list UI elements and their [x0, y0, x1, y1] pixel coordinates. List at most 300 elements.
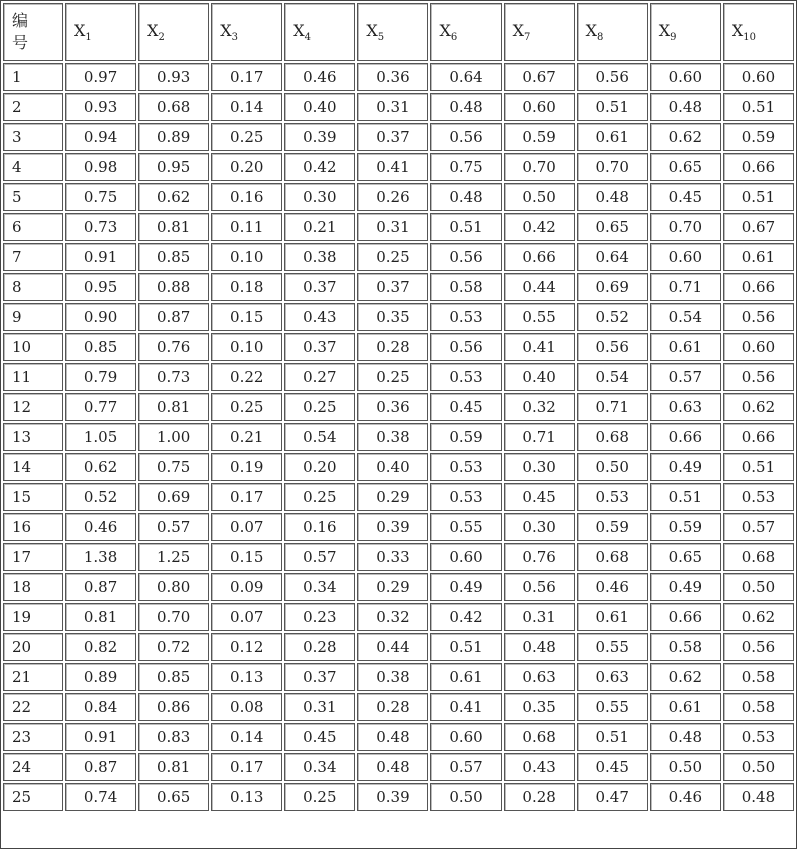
value-cell: 0.63	[577, 663, 648, 691]
value-cell: 0.61	[650, 333, 721, 361]
value-cell: 0.56	[504, 573, 575, 601]
row-id-cell: 22	[3, 693, 63, 721]
value-cell: 0.41	[430, 693, 501, 721]
column-header-x4	[284, 3, 355, 61]
value-cell: 0.44	[357, 633, 428, 661]
value-cell: 0.36	[357, 393, 428, 421]
value-cell: 0.67	[504, 63, 575, 91]
table-row	[3, 513, 794, 541]
value-cell: 0.07	[211, 603, 282, 631]
value-cell: 0.66	[650, 423, 721, 451]
value-cell: 0.87	[138, 303, 209, 331]
column-header-base: X	[366, 20, 378, 40]
value-cell: 0.29	[357, 483, 428, 511]
value-cell: 0.45	[430, 393, 501, 421]
value-cell: 0.55	[577, 633, 648, 661]
value-cell: 0.32	[504, 393, 575, 421]
value-cell: 0.71	[504, 423, 575, 451]
row-id-cell: 20	[3, 633, 63, 661]
value-cell: 0.93	[65, 93, 136, 121]
value-cell: 0.38	[357, 663, 428, 691]
value-cell: 0.30	[504, 453, 575, 481]
index-header-cell	[3, 3, 63, 61]
row-id-cell: 19	[3, 603, 63, 631]
value-cell: 0.64	[577, 243, 648, 271]
value-cell: 0.62	[65, 453, 136, 481]
value-cell: 0.27	[284, 363, 355, 391]
value-cell: 0.66	[723, 153, 794, 181]
value-cell: 0.85	[138, 243, 209, 271]
row-id-cell: 12	[3, 393, 63, 421]
column-header-subscript: 3	[231, 32, 238, 44]
value-cell: 0.70	[577, 153, 648, 181]
value-cell: 0.70	[650, 213, 721, 241]
column-header-base: X	[220, 20, 232, 40]
value-cell: 0.68	[138, 93, 209, 121]
value-cell: 0.76	[504, 543, 575, 571]
value-cell: 0.57	[284, 543, 355, 571]
row-id-cell: 18	[3, 573, 63, 601]
column-header-subscript: 6	[450, 32, 458, 44]
table-row	[3, 273, 794, 301]
value-cell: 0.60	[430, 543, 501, 571]
value-cell: 0.59	[650, 513, 721, 541]
value-cell: 0.61	[577, 603, 648, 631]
value-cell: 0.61	[430, 663, 501, 691]
value-cell: 0.59	[504, 123, 575, 151]
value-cell: 0.30	[504, 513, 575, 541]
column-header-base: X	[658, 20, 671, 40]
value-cell: 0.87	[65, 573, 136, 601]
table-row	[3, 93, 794, 121]
table-row	[3, 693, 794, 721]
value-cell: 0.60	[650, 63, 721, 91]
value-cell: 0.84	[65, 693, 136, 721]
value-cell: 1.38	[65, 543, 136, 571]
value-cell: 1.00	[138, 423, 209, 451]
column-header-subscript: 4	[304, 32, 312, 44]
column-header-x5	[357, 3, 428, 61]
column-header-base: X	[439, 20, 451, 40]
value-cell: 0.60	[504, 93, 575, 121]
value-cell: 0.88	[138, 273, 209, 301]
column-header-subscript: 1	[85, 32, 92, 44]
value-cell: 0.32	[357, 603, 428, 631]
value-cell: 0.19	[211, 453, 282, 481]
value-cell: 0.39	[357, 513, 428, 541]
value-cell: 0.56	[430, 333, 501, 361]
value-cell: 0.16	[284, 513, 355, 541]
value-cell: 0.46	[65, 513, 136, 541]
value-cell: 0.65	[577, 213, 648, 241]
table-row	[3, 723, 794, 751]
value-cell: 0.90	[65, 303, 136, 331]
value-cell: 0.75	[138, 453, 209, 481]
value-cell: 0.48	[577, 183, 648, 211]
table-row	[3, 213, 794, 241]
row-id-cell: 23	[3, 723, 63, 751]
value-cell: 0.58	[723, 663, 794, 691]
value-cell: 0.28	[284, 633, 355, 661]
value-cell: 0.07	[211, 513, 282, 541]
value-cell: 0.41	[504, 333, 575, 361]
value-cell: 0.60	[723, 333, 794, 361]
value-cell: 0.71	[577, 393, 648, 421]
table-row	[3, 633, 794, 661]
value-cell: 0.21	[211, 423, 282, 451]
value-cell: 0.69	[138, 483, 209, 511]
row-id-cell: 10	[3, 333, 63, 361]
value-cell: 0.37	[284, 333, 355, 361]
value-cell: 0.62	[723, 393, 794, 421]
value-cell: 0.08	[211, 693, 282, 721]
value-cell: 0.46	[650, 783, 721, 811]
row-id-cell: 3	[3, 123, 63, 151]
column-header-x9	[650, 3, 721, 61]
value-cell: 0.81	[138, 213, 209, 241]
value-cell: 0.66	[504, 243, 575, 271]
value-cell: 0.59	[430, 423, 501, 451]
index-header-label: 编号	[12, 11, 29, 52]
column-header-x2	[138, 3, 209, 61]
value-cell: 0.14	[211, 723, 282, 751]
table-row	[3, 483, 794, 511]
value-cell: 0.66	[723, 273, 794, 301]
table-row	[3, 423, 794, 451]
value-cell: 0.10	[211, 333, 282, 361]
value-cell: 0.48	[650, 723, 721, 751]
value-cell: 0.45	[577, 753, 648, 781]
value-cell: 0.85	[138, 663, 209, 691]
value-cell: 0.10	[211, 243, 282, 271]
value-cell: 0.25	[284, 783, 355, 811]
table-row	[3, 543, 794, 571]
value-cell: 0.25	[284, 483, 355, 511]
value-cell: 0.65	[138, 783, 209, 811]
column-header-x3	[211, 3, 282, 61]
value-cell: 0.31	[504, 603, 575, 631]
table-row	[3, 123, 794, 151]
value-cell: 0.86	[138, 693, 209, 721]
value-cell: 0.13	[211, 663, 282, 691]
value-cell: 0.57	[650, 363, 721, 391]
value-cell: 0.95	[138, 153, 209, 181]
data-table	[1, 1, 796, 813]
value-cell: 0.62	[650, 123, 721, 151]
value-cell: 0.63	[650, 393, 721, 421]
column-header-x1	[65, 3, 136, 61]
value-cell: 0.50	[577, 453, 648, 481]
value-cell: 0.53	[430, 483, 501, 511]
value-cell: 0.81	[138, 393, 209, 421]
value-cell: 0.15	[211, 543, 282, 571]
value-cell: 0.13	[211, 783, 282, 811]
value-cell: 1.25	[138, 543, 209, 571]
value-cell: 0.48	[430, 183, 501, 211]
value-cell: 0.68	[577, 423, 648, 451]
value-cell: 0.64	[430, 63, 501, 91]
value-cell: 0.61	[577, 123, 648, 151]
value-cell: 0.22	[211, 363, 282, 391]
value-cell: 0.09	[211, 573, 282, 601]
row-id-cell: 6	[3, 213, 63, 241]
value-cell: 0.34	[284, 573, 355, 601]
value-cell: 0.49	[430, 573, 501, 601]
value-cell: 0.62	[650, 663, 721, 691]
row-id-cell: 1	[3, 63, 63, 91]
value-cell: 0.59	[577, 513, 648, 541]
column-header-subscript: 9	[670, 32, 677, 44]
column-header-base: X	[74, 20, 86, 40]
value-cell: 0.28	[357, 693, 428, 721]
value-cell: 0.70	[138, 603, 209, 631]
value-cell: 0.75	[430, 153, 501, 181]
header-row	[3, 3, 794, 61]
value-cell: 0.48	[357, 723, 428, 751]
table-row	[3, 333, 794, 361]
table-row	[3, 153, 794, 181]
value-cell: 0.29	[357, 573, 428, 601]
value-cell: 0.56	[723, 363, 794, 391]
value-cell: 0.46	[284, 63, 355, 91]
value-cell: 0.54	[577, 363, 648, 391]
value-cell: 0.54	[650, 303, 721, 331]
value-cell: 0.81	[138, 753, 209, 781]
value-cell: 0.25	[357, 363, 428, 391]
value-cell: 0.58	[650, 633, 721, 661]
value-cell: 0.61	[723, 243, 794, 271]
value-cell: 0.91	[65, 723, 136, 751]
value-cell: 0.25	[211, 393, 282, 421]
value-cell: 0.46	[577, 573, 648, 601]
value-cell: 0.43	[284, 303, 355, 331]
value-cell: 0.66	[650, 603, 721, 631]
value-cell: 0.37	[284, 273, 355, 301]
table-row	[3, 363, 794, 391]
value-cell: 0.28	[504, 783, 575, 811]
value-cell: 0.56	[430, 123, 501, 151]
value-cell: 0.48	[357, 753, 428, 781]
value-cell: 0.74	[65, 783, 136, 811]
value-cell: 0.37	[357, 123, 428, 151]
value-cell: 0.97	[65, 63, 136, 91]
value-cell: 0.57	[430, 753, 501, 781]
value-cell: 0.34	[284, 753, 355, 781]
value-cell: 0.11	[211, 213, 282, 241]
value-cell: 0.70	[504, 153, 575, 181]
column-header-x6	[430, 3, 501, 61]
value-cell: 0.30	[284, 183, 355, 211]
value-cell: 0.51	[723, 453, 794, 481]
row-id-cell: 8	[3, 273, 63, 301]
value-cell: 0.40	[284, 93, 355, 121]
value-cell: 0.68	[577, 543, 648, 571]
row-id-cell: 5	[3, 183, 63, 211]
value-cell: 0.82	[65, 633, 136, 661]
value-cell: 0.50	[723, 753, 794, 781]
value-cell: 0.66	[723, 423, 794, 451]
value-cell: 0.44	[504, 273, 575, 301]
value-cell: 0.89	[138, 123, 209, 151]
value-cell: 0.17	[211, 483, 282, 511]
table-row	[3, 183, 794, 211]
value-cell: 0.60	[650, 243, 721, 271]
value-cell: 0.73	[65, 213, 136, 241]
value-cell: 0.73	[138, 363, 209, 391]
value-cell: 0.51	[723, 93, 794, 121]
value-cell: 0.48	[430, 93, 501, 121]
row-id-cell: 21	[3, 663, 63, 691]
value-cell: 0.31	[284, 693, 355, 721]
value-cell: 0.77	[65, 393, 136, 421]
value-cell: 0.50	[430, 783, 501, 811]
value-cell: 0.81	[65, 603, 136, 631]
table-row	[3, 393, 794, 421]
value-cell: 0.40	[504, 363, 575, 391]
value-cell: 0.53	[723, 483, 794, 511]
row-id-cell: 17	[3, 543, 63, 571]
value-cell: 0.55	[430, 513, 501, 541]
value-cell: 0.48	[650, 93, 721, 121]
value-cell: 0.42	[430, 603, 501, 631]
value-cell: 0.26	[357, 183, 428, 211]
row-id-cell: 13	[3, 423, 63, 451]
value-cell: 0.93	[138, 63, 209, 91]
value-cell: 0.18	[211, 273, 282, 301]
column-header-x7	[504, 3, 575, 61]
column-header-subscript: 7	[523, 32, 531, 44]
table-row	[3, 573, 794, 601]
value-cell: 0.38	[357, 423, 428, 451]
value-cell: 0.75	[65, 183, 136, 211]
column-header-base: X	[147, 20, 159, 40]
value-cell: 0.37	[284, 663, 355, 691]
value-cell: 0.45	[650, 183, 721, 211]
value-cell: 0.49	[650, 453, 721, 481]
value-cell: 0.43	[504, 753, 575, 781]
table-row	[3, 303, 794, 331]
value-cell: 0.60	[430, 723, 501, 751]
row-id-cell: 7	[3, 243, 63, 271]
column-header-subscript: 10	[743, 32, 756, 44]
value-cell: 0.23	[284, 603, 355, 631]
column-header-base: X	[585, 20, 598, 40]
value-cell: 0.45	[284, 723, 355, 751]
value-cell: 0.76	[138, 333, 209, 361]
value-cell: 0.55	[577, 693, 648, 721]
value-cell: 0.33	[357, 543, 428, 571]
column-header-x10	[723, 3, 794, 61]
value-cell: 0.53	[723, 723, 794, 751]
value-cell: 0.40	[357, 453, 428, 481]
row-id-cell: 25	[3, 783, 63, 811]
value-cell: 0.20	[211, 153, 282, 181]
value-cell: 0.56	[577, 63, 648, 91]
value-cell: 0.35	[357, 303, 428, 331]
table-row	[3, 603, 794, 631]
value-cell: 0.35	[504, 693, 575, 721]
row-id-cell: 11	[3, 363, 63, 391]
value-cell: 0.15	[211, 303, 282, 331]
value-cell: 0.71	[650, 273, 721, 301]
value-cell: 0.45	[504, 483, 575, 511]
table-row	[3, 783, 794, 811]
table-row	[3, 243, 794, 271]
value-cell: 0.56	[430, 243, 501, 271]
value-cell: 0.98	[65, 153, 136, 181]
row-id-cell: 24	[3, 753, 63, 781]
value-cell: 0.47	[577, 783, 648, 811]
value-cell: 0.68	[504, 723, 575, 751]
value-cell: 0.51	[430, 633, 501, 661]
value-cell: 0.51	[577, 93, 648, 121]
row-id-cell: 4	[3, 153, 63, 181]
value-cell: 0.37	[357, 273, 428, 301]
table-row	[3, 453, 794, 481]
value-cell: 0.52	[577, 303, 648, 331]
column-header-base: X	[293, 20, 305, 40]
value-cell: 0.79	[65, 363, 136, 391]
value-cell: 0.62	[723, 603, 794, 631]
value-cell: 0.68	[723, 543, 794, 571]
value-cell: 0.65	[650, 153, 721, 181]
value-cell: 0.60	[723, 63, 794, 91]
value-cell: 0.51	[430, 213, 501, 241]
value-cell: 0.38	[284, 243, 355, 271]
column-header-base: X	[512, 20, 524, 40]
value-cell: 0.31	[357, 213, 428, 241]
value-cell: 0.59	[723, 123, 794, 151]
value-cell: 0.39	[284, 123, 355, 151]
value-cell: 0.14	[211, 93, 282, 121]
row-id-cell: 14	[3, 453, 63, 481]
value-cell: 0.63	[504, 663, 575, 691]
value-cell: 0.53	[430, 363, 501, 391]
column-header-x8	[577, 3, 648, 61]
value-cell: 0.41	[357, 153, 428, 181]
value-cell: 0.55	[504, 303, 575, 331]
value-cell: 0.50	[723, 573, 794, 601]
value-cell: 0.72	[138, 633, 209, 661]
value-cell: 0.17	[211, 753, 282, 781]
value-cell: 0.53	[430, 453, 501, 481]
value-cell: 0.50	[650, 753, 721, 781]
value-cell: 0.53	[577, 483, 648, 511]
value-cell: 0.16	[211, 183, 282, 211]
value-cell: 0.62	[138, 183, 209, 211]
value-cell: 0.54	[284, 423, 355, 451]
value-cell: 0.91	[65, 243, 136, 271]
column-header-base: X	[731, 20, 744, 40]
value-cell: 0.21	[284, 213, 355, 241]
value-cell: 0.12	[211, 633, 282, 661]
value-cell: 0.83	[138, 723, 209, 751]
value-cell: 0.67	[723, 213, 794, 241]
value-cell: 0.51	[723, 183, 794, 211]
value-cell: 0.57	[723, 513, 794, 541]
value-cell: 0.61	[650, 693, 721, 721]
value-cell: 0.31	[357, 93, 428, 121]
value-cell: 0.25	[357, 243, 428, 271]
value-cell: 0.51	[650, 483, 721, 511]
column-header-subscript: 5	[377, 32, 385, 44]
value-cell: 0.80	[138, 573, 209, 601]
row-id-cell: 2	[3, 93, 63, 121]
value-cell: 0.25	[284, 393, 355, 421]
value-cell: 1.05	[65, 423, 136, 451]
value-cell: 0.36	[357, 63, 428, 91]
value-cell: 0.52	[65, 483, 136, 511]
